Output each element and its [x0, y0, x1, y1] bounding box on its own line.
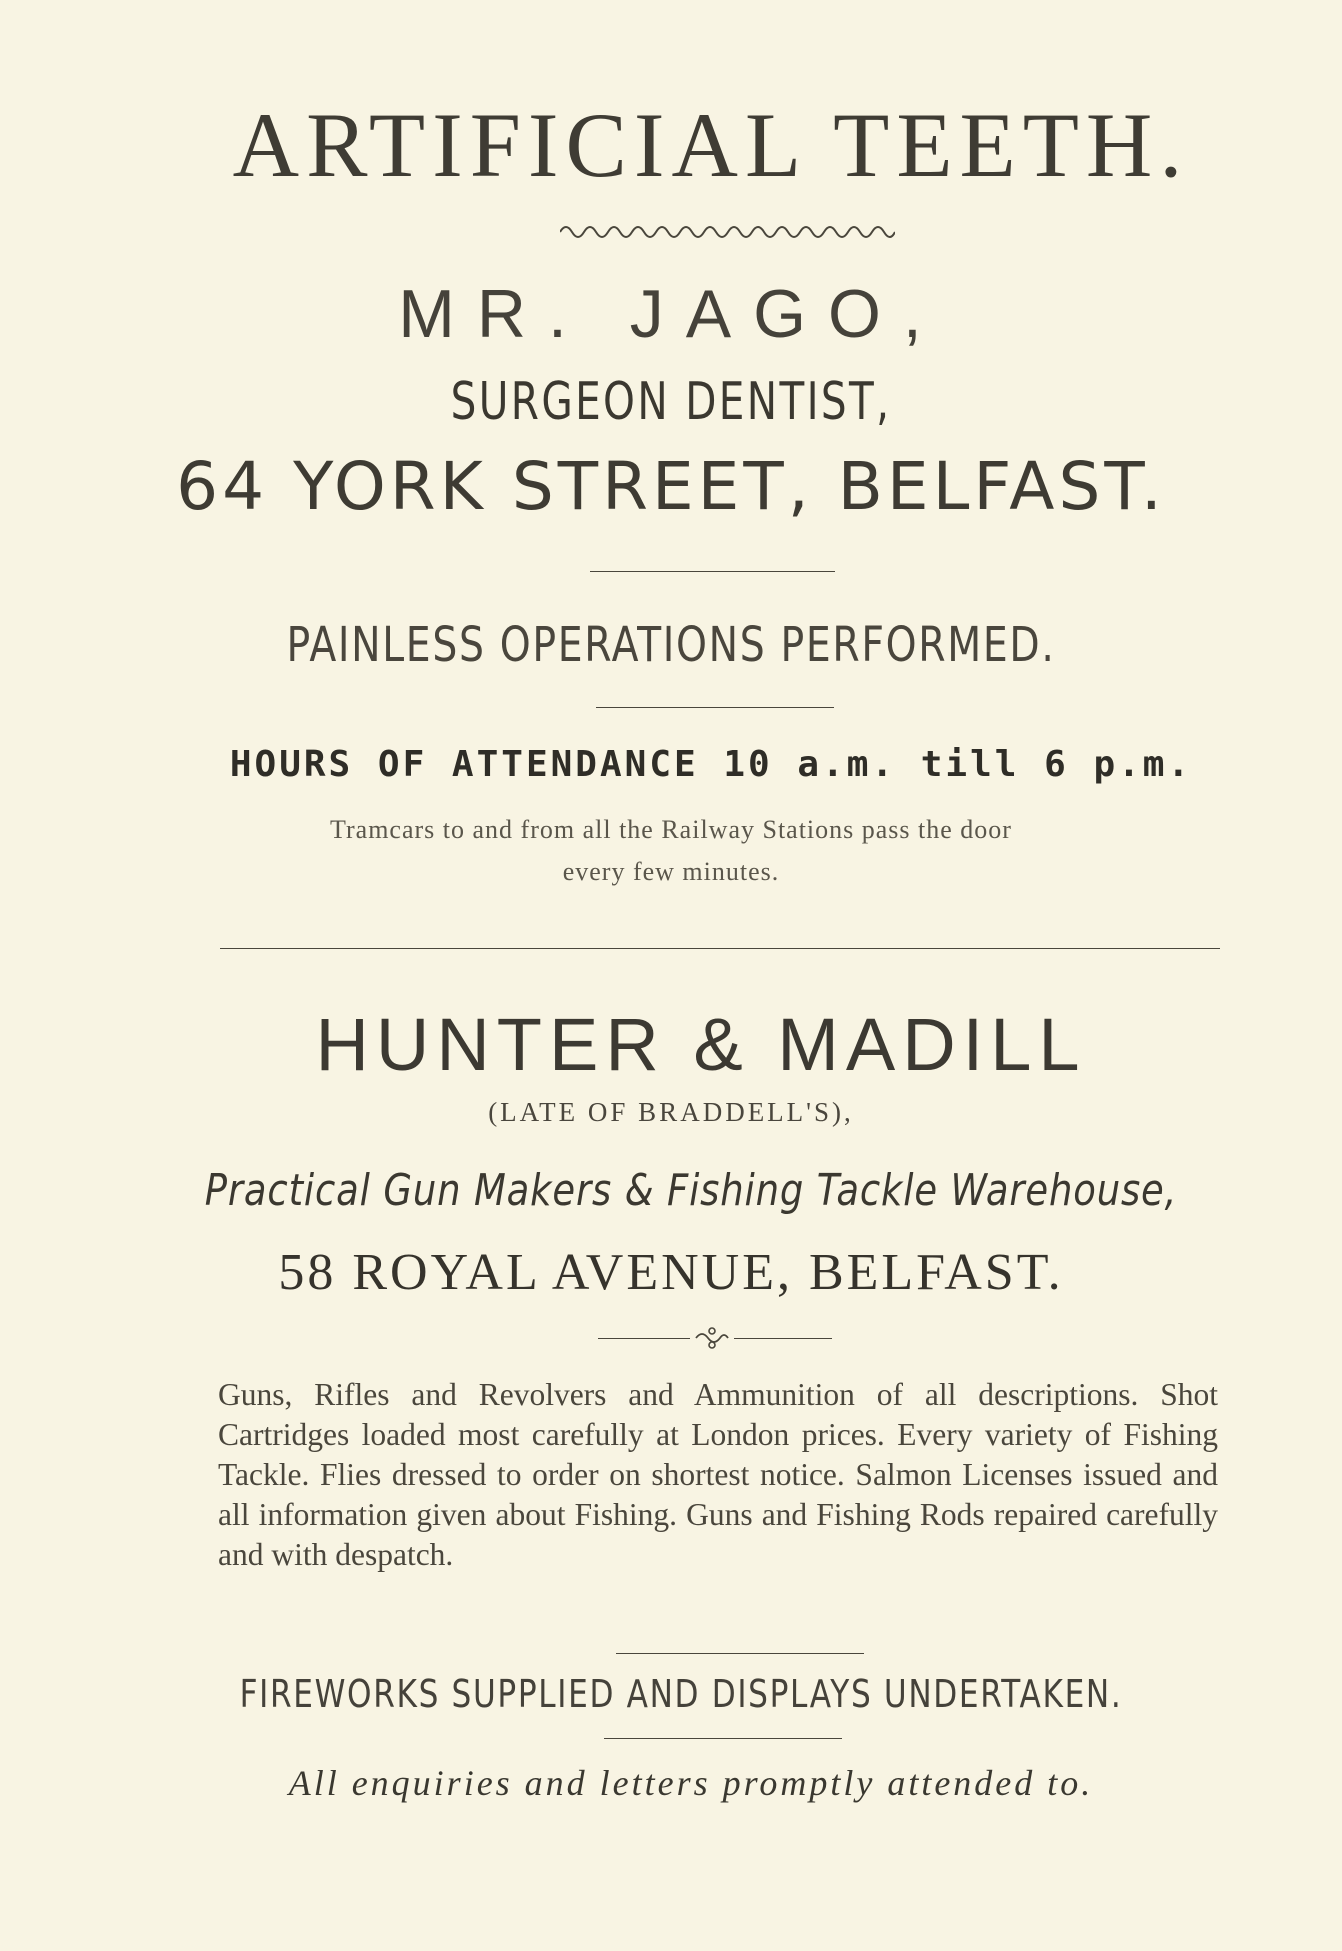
tramcar-note-line2: every few minutes. — [562, 857, 780, 886]
dentist-tagline: PAINLESS OPERATIONS PERFORMED. — [286, 617, 1056, 673]
divider-rule — [604, 1738, 842, 1739]
gunmaker-subheading: (LATE OF BRADDELL'S), — [488, 1097, 854, 1127]
tramcar-note-line1: Tramcars to and from all the Railway Stations pass the door — [330, 815, 1012, 844]
fireworks-notice: FIREWORKS SUPPLIED AND DISPLAYS UNDERTAKEN. — [239, 1672, 1123, 1716]
dentist-hours: HOURS OF ATTENDANCE 10 a.m. till 6 p.m. — [229, 744, 1193, 785]
dentist-heading: ARTIFICIAL TEETH. — [232, 94, 1190, 196]
gunmaker-business: Practical Gun Makers & Fishing Tackle Warehouse, — [204, 1165, 1178, 1216]
wavy-ornament — [560, 218, 895, 238]
gunmaker-address: 58 ROYAL AVENUE, BELFAST. — [278, 1244, 1064, 1301]
enquiries-footer: All enquiries and letters promptly attended to. — [288, 1763, 1094, 1803]
ornament-rule-right — [734, 1338, 832, 1339]
divider-rule — [596, 707, 834, 708]
ornament-rule-left — [598, 1338, 690, 1339]
divider-rule — [590, 571, 835, 572]
divider-rule — [616, 1653, 864, 1654]
dentist-address: 64 YORK STREET, BELFAST. — [176, 448, 1166, 525]
flourish-ornament — [694, 1322, 730, 1352]
dentist-name: MR. JAGO, — [398, 276, 944, 352]
dentist-title: SURGEON DENTIST, — [450, 372, 892, 432]
gunmaker-heading: HUNTER & MADILL — [315, 1003, 1087, 1086]
section-separator-rule — [220, 948, 1220, 949]
gunmaker-description: Guns, Rifles and Revolvers and Ammunition of all descriptions. Shot Cartridges loaded most carefully at London prices. Every variety of Fishing Tackle. Flies dressed to order on shortest notice. Salmon Licenses issued and all information given about Fishing. Guns and Fishing Rods repaired carefully and with despatch. — [218, 1377, 1218, 1572]
